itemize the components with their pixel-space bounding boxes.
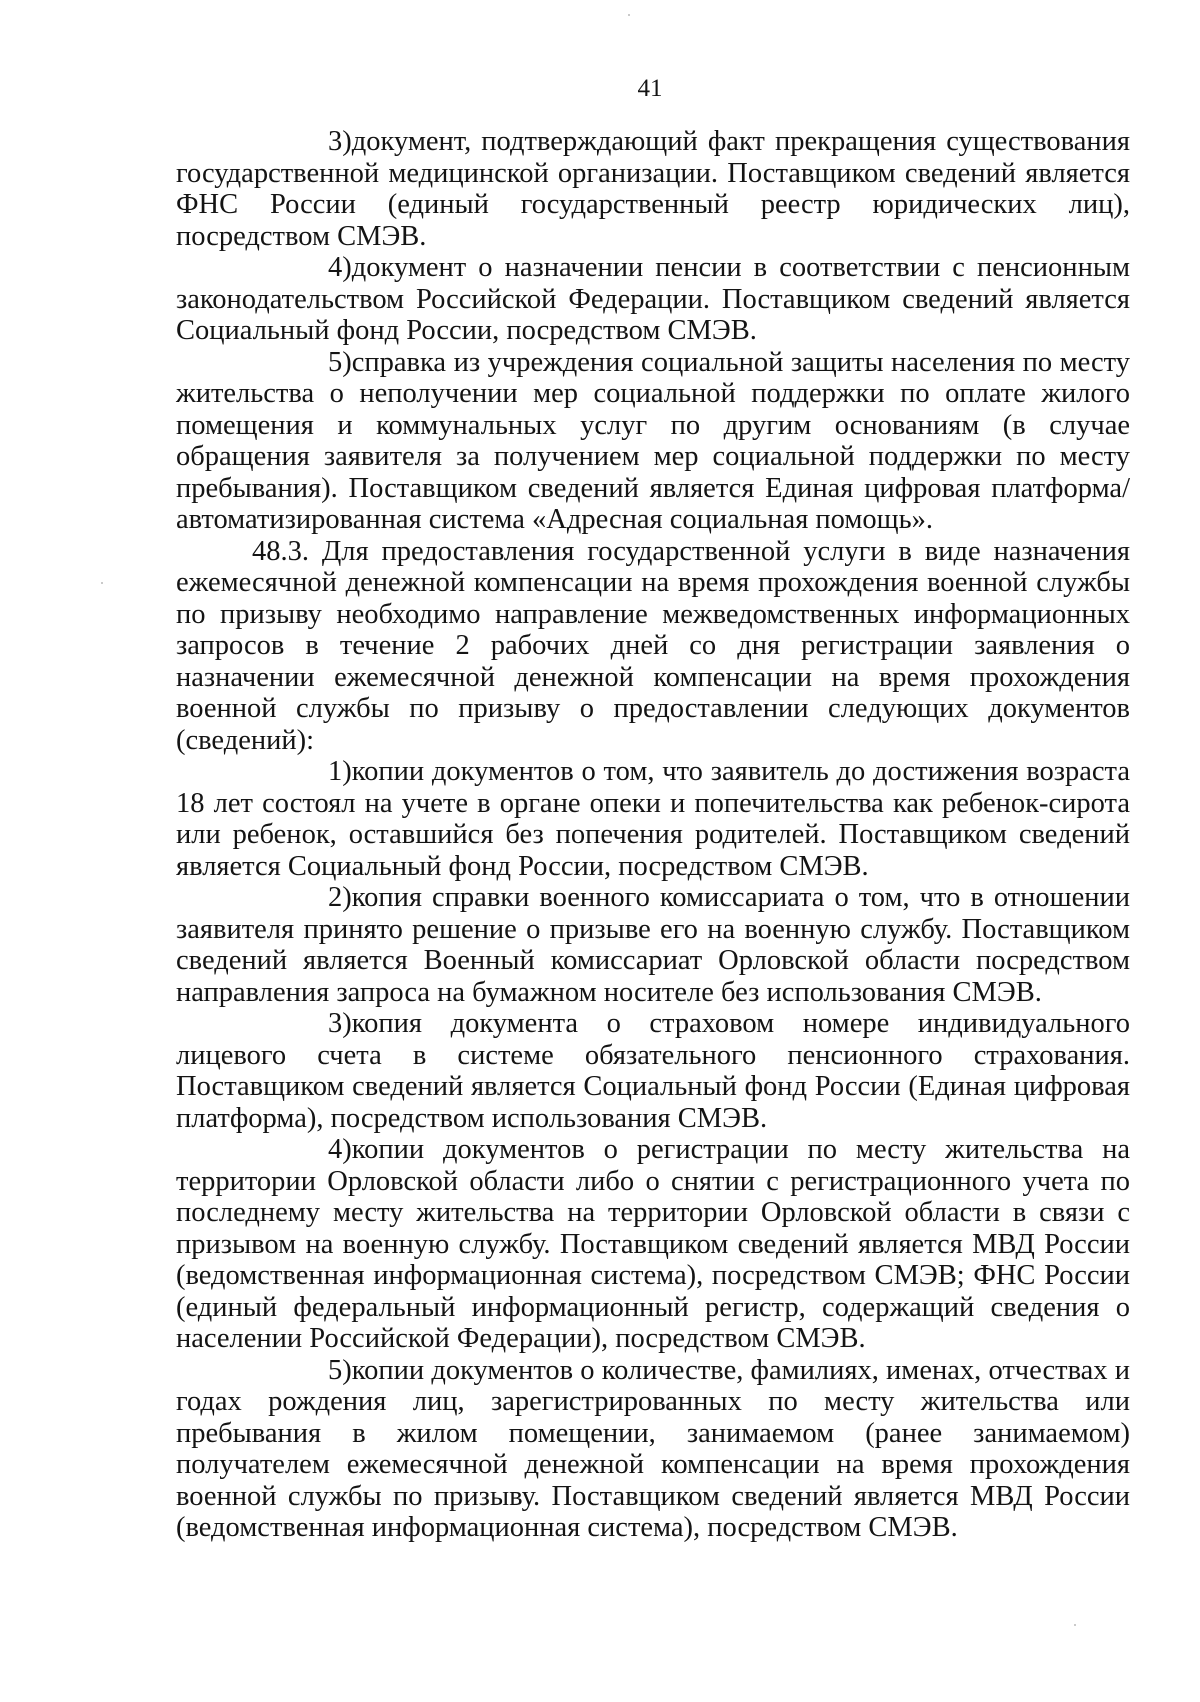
list-item-number: 3) [328, 126, 352, 157]
paragraph-text: копии документов о количестве, фамилиях, именах, отчествах и годах рождения лиц, зарегистрированных по месту жительства или пребывания в жилом помещении, занимаемом (ранее занимаемом) получателем ежемесячной денежной компенсации на время прохождения военной службы по призыву. Поставщиком сведений является МВД России (ведомственная информационная система), посредством СМЭВ. [176, 1354, 1130, 1543]
list-item-paragraph [176, 756, 1130, 882]
scan-speck [628, 14, 630, 16]
list-item-paragraph [176, 1008, 1130, 1134]
paragraph-text: документ о назначении пенсии в соответствии с пенсионным законодательством Российской Федерации. Поставщиком сведений является Социальный фонд России, посредством СМЭВ. [176, 252, 1130, 346]
list-item-number: 3) [328, 1008, 352, 1039]
list-item-paragraph [176, 1355, 1130, 1544]
list-item-number: 4) [328, 252, 352, 283]
list-item-paragraph [176, 252, 1130, 347]
section-paragraph [176, 536, 1130, 757]
list-item-paragraph [176, 1134, 1130, 1355]
paragraph-text: справка из учреждения социальной защиты населения по месту жительства о неполучении мер социальной поддержки по оплате жилого помещения и коммунальных услуг по другим основаниям (в случае обращения заявителя за получением мер социальной поддержки по месту пребывания). Поставщиком сведений является Единая цифровая платформа/ автоматизированная система «Адресная социальная помощь». [176, 346, 1130, 535]
list-item-paragraph [176, 126, 1130, 252]
list-item-number: 1) [328, 756, 352, 787]
list-item-number: 2) [328, 882, 352, 913]
paragraph-text: копия справки военного комиссариата о том, что в отношении заявителя принято решение о призыве его на военную службу. Поставщиком сведений является Военный комиссариат Орловской области посредством направления запроса на бумажном носителе без использования СМЭВ. [176, 882, 1130, 1008]
paragraph-text: 48.3. Для предоставления государственной услуги в виде назначения ежемесячной денежной компенсации на время прохождения военной службы по призыву необходимо направление межведомственных информационных запросов в течение 2 рабочих дней со дня регистрации заявления о назначении ежемесячной денежной компенсации на время прохождения военной службы по призыву о предоставлении следующих документов (сведений): [176, 535, 1130, 756]
list-item-paragraph [176, 347, 1130, 536]
paragraph-text: копия документа о страховом номере индивидуального лицевого счета в системе обязательного пенсионного страхования. Поставщиком сведений является Социальный фонд России (Единая цифровая платформа), посредством использования СМЭВ. [176, 1008, 1130, 1134]
paragraph-text: копии документов о регистрации по месту жительства на территории Орловской области либо о снятии с регистрационного учета по последнему месту жительства на территории Орловской области в связи с призывом на военную службу. Поставщиком сведений является МВД России (ведомственная информационная система), посредством СМЭВ; ФНС России (единый федеральный информационный регистр, содержащий сведения о населении Российской Федерации), посредством СМЭВ. [176, 1134, 1130, 1354]
list-item-number: 5) [328, 346, 352, 378]
document-body [176, 126, 1130, 1544]
scan-speck [101, 582, 103, 584]
page-number: 41 [637, 75, 663, 102]
list-item-number: 5) [328, 1354, 352, 1386]
scan-speck [1074, 1624, 1076, 1626]
paragraph-text: копии документов о том, что заявитель до достижения возраста 18 лет состоял на учете в органе опеки и попечительства как ребенок-сирота или ребенок, оставшийся без попечения родителей. Поставщиком сведений является Социальный фонд России, посредством СМЭВ. [176, 756, 1130, 882]
list-item-paragraph [176, 882, 1130, 1008]
paragraph-text: документ, подтверждающий факт прекращения существования государственной медицинской организации. Поставщиком сведений является ФНС России (единый государственный реестр юридических лиц), посредством СМЭВ. [176, 126, 1130, 252]
list-item-number: 4) [328, 1134, 352, 1165]
